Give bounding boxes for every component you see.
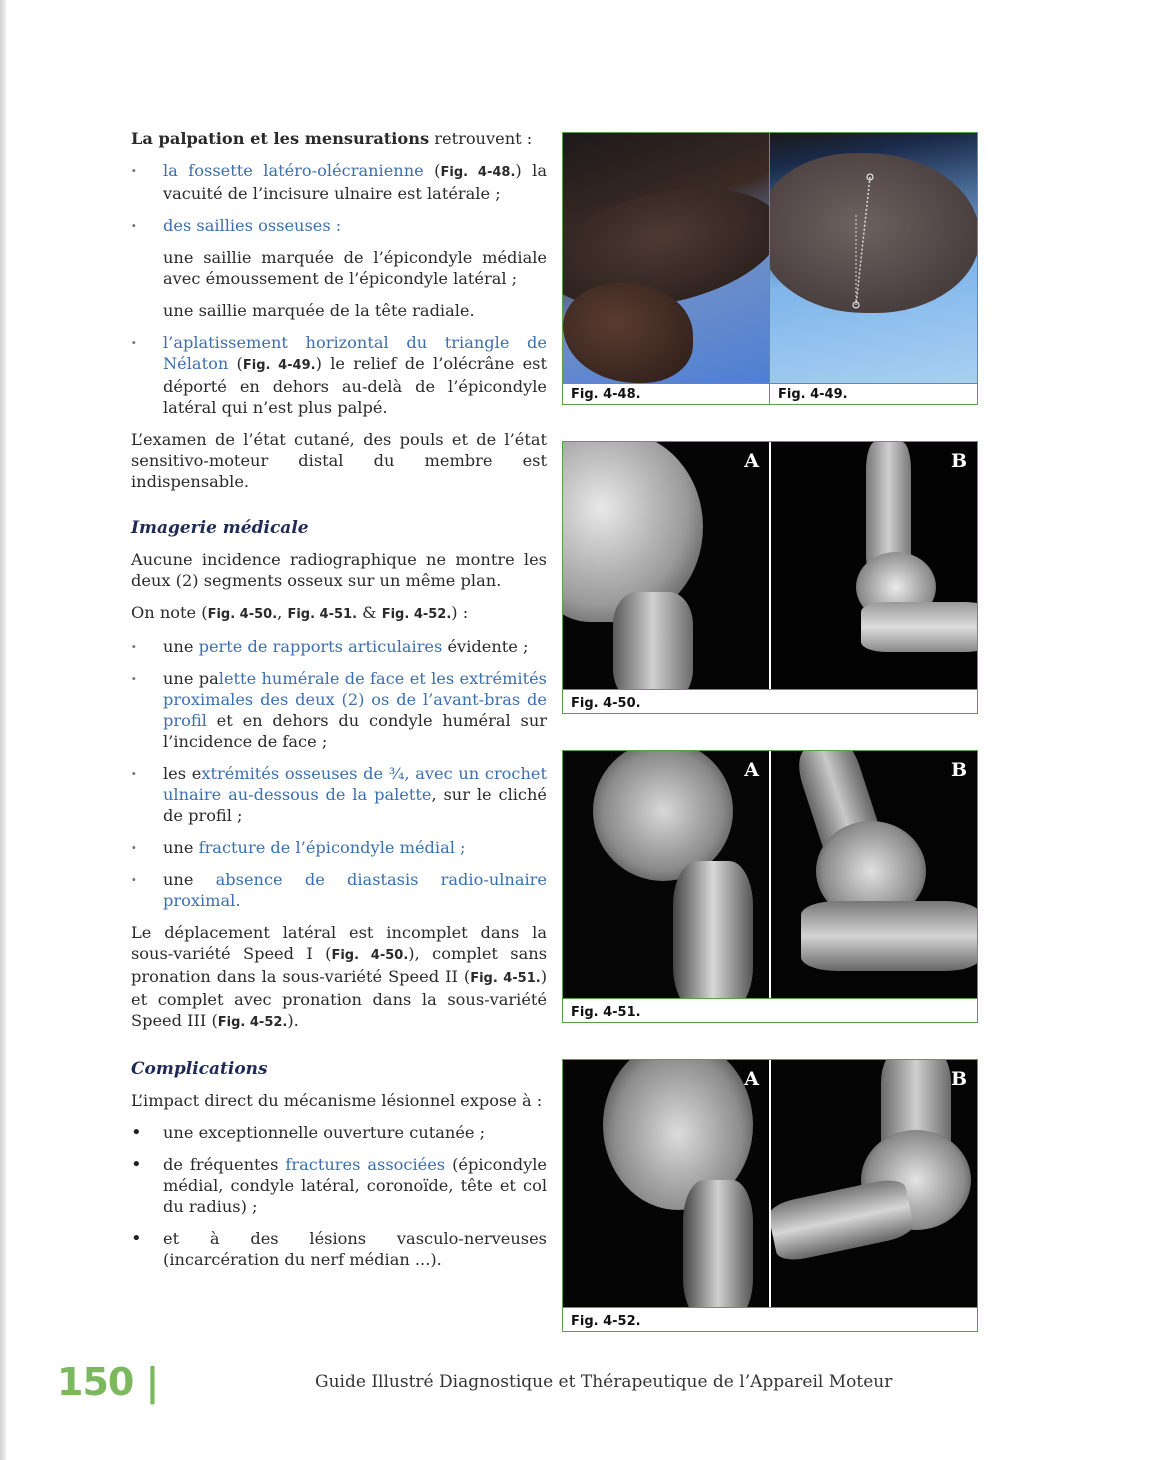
list-item: · des saillies osseuses : <box>131 215 547 236</box>
palpation-list-cont <box>131 332 547 418</box>
palpation-heading: La palpation et les mensurations <box>131 129 430 148</box>
forearm-shape <box>673 861 753 998</box>
xray-4-50-a <box>563 442 769 689</box>
complications-heading: Complications <box>131 1059 268 1079</box>
list-item: • une exceptionnelle ouverture cutanée ; <box>131 1122 547 1143</box>
xray-4-51-a <box>563 751 769 998</box>
photo-elbow-palpation <box>563 133 769 383</box>
page-edge <box>0 0 6 1460</box>
figure-4-51 <box>562 750 978 1023</box>
nelaton-lines <box>770 133 977 383</box>
panel-label-a: A <box>744 450 759 472</box>
hand-shape <box>563 283 693 383</box>
xray-4-51-b <box>771 751 977 998</box>
complications-intro: L’impact direct du mécanisme lésionnel expose à : <box>131 1091 543 1110</box>
fig-4-52-caption: Fig. 4-52. <box>571 1314 641 1329</box>
list-item: • et à des lésions vasculo-nerveuses (incarcération du nerf médian ...). <box>131 1228 547 1270</box>
list-item: · les extrémités osseuses de ¾, avec un crochet ulnaire au-dessous de la palette, sur le cliché de profil ; <box>131 763 547 826</box>
page-number: 150 | <box>57 1360 159 1404</box>
imaging-paragraph: Aucune incidence radiographique ne montre les deux (2) segments osseux sur un même plan. <box>131 550 547 590</box>
running-footer-title: Guide Illustré Diagnostique et Thérapeutique de l’Appareil Moteur <box>315 1372 893 1392</box>
imaging-heading: Imagerie médicale <box>131 518 309 538</box>
panel-label-a: A <box>744 1068 759 1090</box>
imaging-list <box>131 636 547 911</box>
caption-divider <box>563 383 977 384</box>
list-item: · l’aplatissement horizontal du triangle de Nélaton (Fig. 4-49.) le relief de l’olécrâne est déporté en dehors au-delà de l’épicondyle latéral qui n’est plus palpé. <box>131 332 547 418</box>
panel-label-a: A <box>744 759 759 781</box>
figure-4-48-49 <box>562 132 978 405</box>
panel-label-b: B <box>950 1068 967 1090</box>
panel-label-b: B <box>950 450 967 472</box>
text-column <box>131 128 547 1281</box>
sub-item: une saillie marquée de la tête radiale. <box>163 301 475 320</box>
forearm-profile-shape <box>771 1176 916 1264</box>
forearm-shape <box>613 592 693 689</box>
list-item: · la fossette latéro-olécranienne (Fig. 4-48.) la vacuité de l’incisure ulnaire est latérale ; <box>131 160 547 204</box>
figure-4-52 <box>562 1059 978 1332</box>
list-item: · une palette humérale de face et les extrémités proximales des deux (2) os de l’avant-bras de profil et en dehors du condyle huméral sur l’incidence de face ; <box>131 668 547 752</box>
exam-paragraph: L’examen de l’état cutané, des pouls et de l’état sensitivo-moteur distal du membre est indispensable. <box>131 430 547 491</box>
list-item: · une perte de rapports articulaires évidente ; <box>131 636 547 657</box>
list-item: • de fréquentes fractures associées (épicondyle médial, condyle latéral, coronoïde, tête et col du radius) ; <box>131 1154 547 1217</box>
forearm-shape <box>683 1180 753 1307</box>
sub-item: une saillie marquée de l’épicondyle médiale avec émoussement de l’épicondyle latéral ; <box>163 248 547 288</box>
note-paragraph: On note (Fig. 4-50., Fig. 4-51. & Fig. 4-52.) : <box>131 603 469 622</box>
list-item: · une fracture de l’épicondyle médial ; <box>131 837 547 858</box>
displacement-paragraph: Le déplacement latéral est incomplet dans la sous-variété Speed I (Fig. 4-50.), complet sans pronation dans la sous-variété Speed II (Fig. 4-51.) et complet avec pronation dans la sous-variété Speed III (Fig. 4-52.). <box>131 923 548 1030</box>
forearm-profile-shape <box>801 901 977 971</box>
palpation-intro: La palpation et les mensurations retrouvent : <box>131 129 533 148</box>
fig-4-48-caption: Fig. 4-48. <box>571 387 641 402</box>
figure-4-50 <box>562 441 978 714</box>
photo-nelaton-triangle <box>770 133 977 383</box>
xray-4-52-a <box>563 1060 769 1307</box>
fig-4-50-caption: Fig. 4-50. <box>571 696 641 711</box>
forearm-profile-shape <box>861 602 977 652</box>
palpation-list <box>131 160 547 236</box>
caption-divider <box>563 998 977 999</box>
caption-divider <box>563 689 977 690</box>
fig-4-49-caption: Fig. 4-49. <box>778 387 848 402</box>
fig-4-51-caption: Fig. 4-51. <box>571 1005 641 1020</box>
caption-divider <box>563 1307 977 1308</box>
xray-4-50-b <box>771 442 977 689</box>
xray-4-52-b <box>771 1060 977 1307</box>
panel-label-b: B <box>950 759 967 781</box>
complications-list <box>131 1122 547 1270</box>
list-item: · une absence de diastasis radio-ulnaire proximal. <box>131 869 547 911</box>
